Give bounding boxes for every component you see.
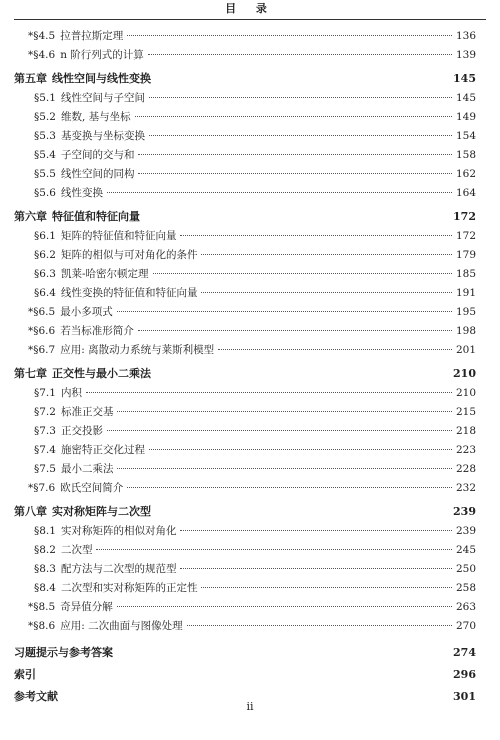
toc-entry-title: 子空间的交与和 <box>60 149 135 161</box>
toc-entry-page: 149 <box>455 111 476 123</box>
toc-section-entry[interactable] <box>34 285 476 301</box>
toc-entry-title: 凯莱-哈密尔顿定理 <box>60 268 149 280</box>
toc-entry-number: 第七章 <box>14 367 47 380</box>
toc-section-entry[interactable] <box>34 561 476 577</box>
dot-leader <box>153 273 452 274</box>
toc-entry-title: n 阶行列式的计算 <box>60 49 144 61</box>
dot-leader <box>107 430 452 431</box>
dot-leader <box>117 311 452 312</box>
toc-section-entry[interactable] <box>34 147 476 163</box>
toc-chapter-entry[interactable] <box>14 71 476 87</box>
toc-entry-number: §7.2 <box>34 406 56 418</box>
toc-entry-title: 特征值和特征向量 <box>52 210 140 223</box>
toc-entry-number: *§8.6 <box>28 620 56 632</box>
toc-entry-title: 二次型 <box>60 544 93 556</box>
toc-entry-title: 维数, 基与坐标 <box>60 111 131 123</box>
toc-entry-number: §5.4 <box>34 149 56 161</box>
toc-entry-number: §6.2 <box>34 249 56 261</box>
toc-entry-title: 应用: 二次曲面与图像处理 <box>60 620 183 632</box>
toc-entry-number: §6.3 <box>34 268 56 280</box>
toc-entry-page: 195 <box>455 306 476 318</box>
toc-entry-number: *§8.5 <box>28 601 56 613</box>
toc-entry-title: 线性空间与线性变换 <box>52 72 151 85</box>
toc-entry-page: 179 <box>455 249 476 261</box>
toc-entry-number: §5.2 <box>34 111 56 123</box>
dot-leader <box>117 468 452 469</box>
dot-leader <box>201 254 452 255</box>
toc-chapter-entry[interactable] <box>14 645 476 661</box>
toc-entry-page: 301 <box>453 690 476 703</box>
toc-entry-number: *§6.6 <box>28 325 56 337</box>
toc-entry-page: 258 <box>455 582 476 594</box>
toc-chapter-entry[interactable] <box>14 667 476 683</box>
toc-entry-title: 参考文献 <box>14 690 58 703</box>
toc-entry-page: 164 <box>455 187 476 199</box>
toc-entry-title: 拉普拉斯定理 <box>60 30 124 42</box>
dot-leader <box>117 606 452 607</box>
toc-entry-title: 正交投影 <box>60 425 103 437</box>
toc-entry-title: 索引 <box>14 668 36 681</box>
toc-entry-number: §6.4 <box>34 287 56 299</box>
toc-entry-page: 223 <box>455 444 476 456</box>
toc-entry-number: *§6.5 <box>28 306 56 318</box>
toc-entry-page: 172 <box>455 230 476 242</box>
toc-entry-page: 210 <box>455 387 476 399</box>
toc-section-entry[interactable] <box>28 28 476 44</box>
toc-entry-title: 线性空间的同构 <box>60 168 135 180</box>
toc-section-entry[interactable] <box>28 480 476 496</box>
toc-section-entry[interactable] <box>28 618 476 634</box>
toc-entry-title: 若当标准形简介 <box>60 325 134 337</box>
dot-leader <box>135 116 452 117</box>
toc-entry-number: §7.4 <box>34 444 56 456</box>
toc-entry-page: 250 <box>455 563 476 575</box>
toc-entry-title: 二次型和实对称矩阵的正定性 <box>60 582 198 594</box>
toc-entry-page: 198 <box>455 325 476 337</box>
dot-leader <box>149 97 452 98</box>
dot-leader <box>218 349 452 350</box>
dot-leader <box>96 549 452 550</box>
toc-entry-number: §8.4 <box>34 582 56 594</box>
toc-entry-page: 239 <box>455 525 476 537</box>
dot-leader <box>117 411 452 412</box>
dot-leader <box>127 35 452 36</box>
toc-entry-title: 最小二乘法 <box>60 463 114 475</box>
toc-chapter-entry[interactable] <box>14 366 476 382</box>
dot-leader <box>138 154 452 155</box>
toc-section-entry[interactable] <box>34 523 476 539</box>
toc-entry-title: 实对称矩阵的相似对角化 <box>60 525 177 537</box>
dot-leader <box>180 568 452 569</box>
toc-entry-title: 线性变换的特征值和特征向量 <box>60 287 198 299</box>
toc-entry-number: §8.1 <box>34 525 56 537</box>
header-rule <box>14 19 486 20</box>
dot-leader <box>149 449 452 450</box>
toc-entry-number: §6.1 <box>34 230 56 242</box>
toc-entry-page: 210 <box>453 367 476 380</box>
dot-leader <box>138 330 452 331</box>
toc-section-entry[interactable] <box>34 185 476 201</box>
dot-leader <box>148 54 452 55</box>
toc-entry-title: 线性空间与子空间 <box>60 92 145 104</box>
toc-entry-title: 矩阵的相似与可对角化的条件 <box>60 249 198 261</box>
dot-leader <box>127 487 452 488</box>
toc-entry-number: *§4.6 <box>28 49 56 61</box>
toc-section-entry[interactable] <box>34 90 476 106</box>
toc-section-entry[interactable] <box>28 599 476 615</box>
toc-section-entry[interactable] <box>34 128 476 144</box>
toc-section-entry[interactable] <box>34 423 476 439</box>
toc-section-entry[interactable] <box>34 266 476 282</box>
dot-leader <box>107 192 452 193</box>
toc-entry-page: 201 <box>455 344 476 356</box>
toc-entry-title: 基变换与坐标变换 <box>60 130 145 142</box>
toc-section-entry[interactable] <box>34 580 476 596</box>
toc-entry-page: 218 <box>455 425 476 437</box>
toc-entry-number: §8.2 <box>34 544 56 556</box>
toc-entry-page: 263 <box>455 601 476 613</box>
toc-entry-number: 第五章 <box>14 72 47 85</box>
toc-section-entry[interactable] <box>34 228 476 244</box>
toc-entry-page: 158 <box>455 149 476 161</box>
toc-chapter-entry[interactable] <box>14 209 476 225</box>
toc-entry-page: 270 <box>455 620 476 632</box>
toc-entry-page: 185 <box>455 268 476 280</box>
toc-entry-title: 奇异值分解 <box>60 601 113 613</box>
dot-leader <box>86 392 452 393</box>
toc-entry-number: 第八章 <box>14 505 47 518</box>
toc-entry-page: 274 <box>453 646 476 659</box>
toc-entry-title: 正交性与最小二乘法 <box>52 367 151 380</box>
toc-entry-title: 习题提示与参考答案 <box>14 646 113 659</box>
toc-entry-page: 145 <box>455 92 476 104</box>
toc-entry-number: *§6.7 <box>28 344 56 356</box>
toc-entry-title: 配方法与二次型的规范型 <box>60 563 177 575</box>
toc-section-entry[interactable] <box>34 166 476 182</box>
dot-leader <box>138 173 452 174</box>
toc-entry-number: §5.6 <box>34 187 56 199</box>
toc-entry-number: *§7.6 <box>28 482 56 494</box>
toc-entry-number: 第六章 <box>14 210 47 223</box>
toc-entry-title: 实对称矩阵与二次型 <box>52 505 151 518</box>
toc-section-entry[interactable] <box>28 304 476 320</box>
toc-entry-number: §5.1 <box>34 92 56 104</box>
toc-entry-number: §5.5 <box>34 168 56 180</box>
toc-entry-page: 139 <box>455 49 476 61</box>
toc-entry-page: 296 <box>453 668 476 681</box>
running-header: 目 录 <box>225 2 275 15</box>
toc-section-entry[interactable] <box>34 109 476 125</box>
toc-entry-page: 172 <box>453 210 476 223</box>
dot-leader <box>180 235 452 236</box>
toc-entry-number: §5.3 <box>34 130 56 142</box>
toc-entry-title: 矩阵的特征值和特征向量 <box>60 230 177 242</box>
dot-leader <box>201 292 452 293</box>
toc-entry-number: §7.3 <box>34 425 56 437</box>
dot-leader <box>187 625 452 626</box>
toc-entry-number: §7.5 <box>34 463 56 475</box>
toc-section-entry[interactable] <box>34 542 476 558</box>
toc-entry-title: 最小多项式 <box>60 306 113 318</box>
toc-entry-title: 内积 <box>60 387 82 399</box>
page-number: ii <box>246 700 254 713</box>
dot-leader <box>201 587 452 588</box>
toc-entry-title: 应用: 离散动力系统与莱斯利模型 <box>60 344 215 356</box>
toc-section-entry[interactable] <box>28 342 476 358</box>
dot-leader <box>149 135 452 136</box>
toc-entry-page: 215 <box>455 406 476 418</box>
toc-section-entry[interactable] <box>34 247 476 263</box>
toc-section-entry[interactable] <box>34 404 476 420</box>
toc-entry-page: 145 <box>453 72 476 85</box>
toc-entry-title: 线性变换 <box>60 187 103 199</box>
toc-entry-number: *§4.5 <box>28 30 56 42</box>
toc-entry-number: §8.3 <box>34 563 56 575</box>
toc-entry-title: 欧氏空间简介 <box>60 482 124 494</box>
toc-entry-page: 162 <box>455 168 476 180</box>
toc-entry-title: 施密特正交化过程 <box>60 444 145 456</box>
toc-entry-page: 228 <box>455 463 476 475</box>
toc-entry-title: 标准正交基 <box>60 406 114 418</box>
toc-section-entry[interactable] <box>28 323 476 339</box>
dot-leader <box>180 530 452 531</box>
toc-section-entry[interactable] <box>34 461 476 477</box>
toc-section-entry[interactable] <box>28 47 476 63</box>
toc-entry-number: §7.1 <box>34 387 56 399</box>
toc-entry-page: 245 <box>455 544 476 556</box>
toc-chapter-entry[interactable] <box>14 504 476 520</box>
toc-section-entry[interactable] <box>34 442 476 458</box>
toc-entry-page: 136 <box>455 30 476 42</box>
toc-entry-page: 239 <box>453 505 476 518</box>
toc-section-entry[interactable] <box>34 385 476 401</box>
toc-entry-page: 191 <box>455 287 476 299</box>
toc-entry-page: 232 <box>455 482 476 494</box>
toc-entry-page: 154 <box>455 130 476 142</box>
